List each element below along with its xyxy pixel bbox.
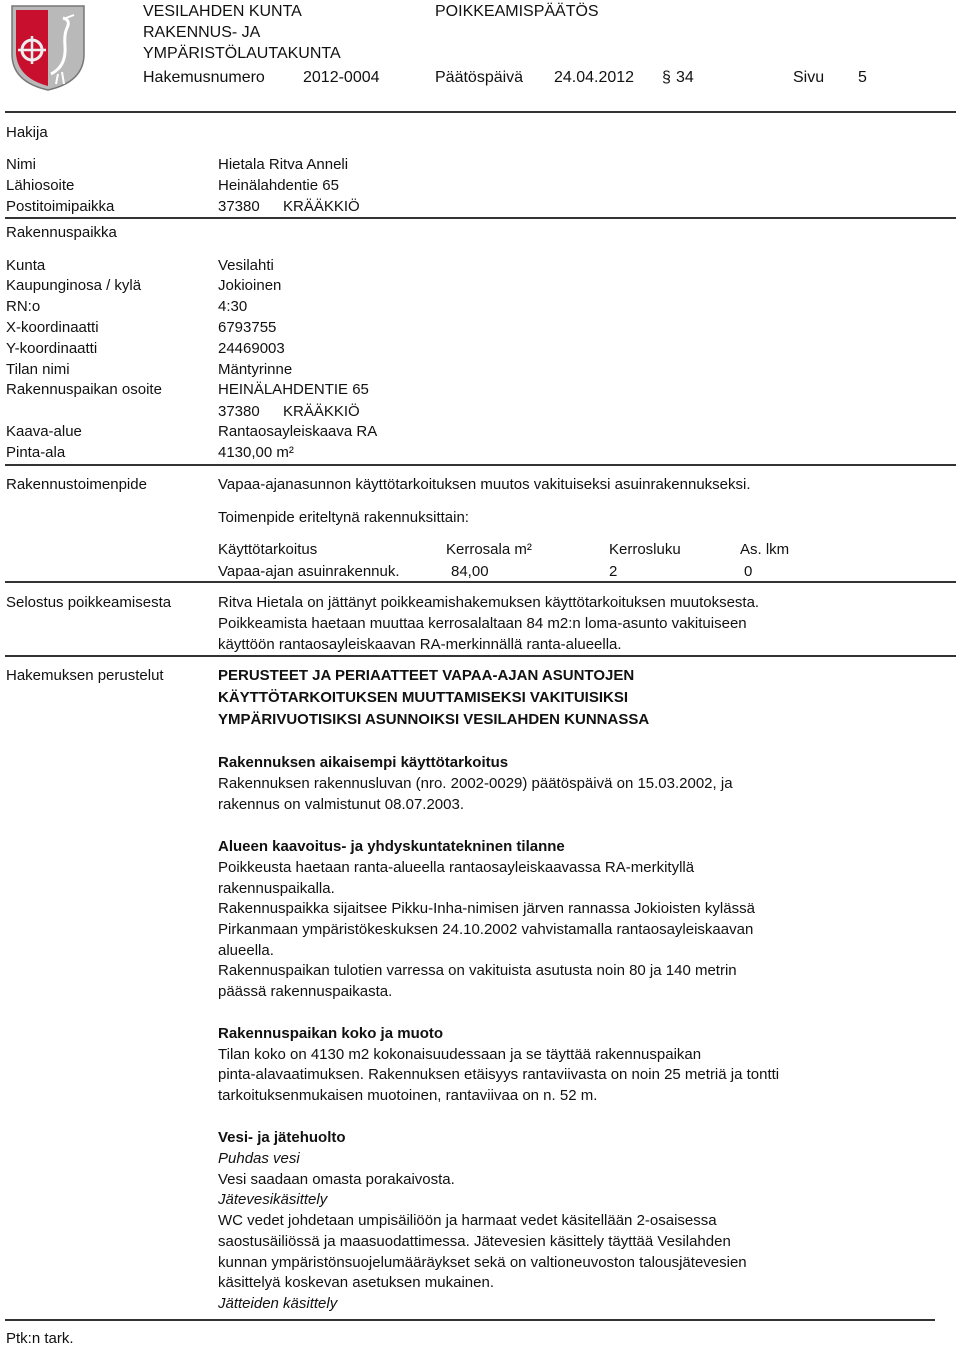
footer-divider <box>5 1319 935 1321</box>
field-value: 6793755 <box>218 319 277 336</box>
paragraph-line: Poikkeusta haetaan ranta-alueella rantaosayleiskaavassa RA-merkityllä <box>218 859 695 876</box>
table-header-apartments: As. lkm <box>740 541 790 558</box>
wastewater-subheading: Jätevesikäsittely <box>218 1191 328 1208</box>
paragraph-line: päässä rakennuspaikasta. <box>218 983 393 1000</box>
paragraph-line: Rakennuspaikan tulotien varressa on vakituista asutusta noin 80 ja 140 metrin <box>218 962 737 979</box>
field-label: Kunta <box>6 257 46 274</box>
city: KRÄÄKKIÖ <box>283 403 360 420</box>
field-label: Pinta-ala <box>6 444 66 461</box>
paragraph-line: rakennus on valmistunut 08.07.2003. <box>218 796 464 813</box>
sivu-value: 5 <box>858 69 867 86</box>
statement-line: Ritva Hietala on jättänyt poikkeamishakemuksen käyttötarkoituksen muutoksesta. <box>218 594 760 611</box>
section-divider <box>5 217 956 219</box>
statement-line: Poikkeamista haetaan muuttaa kerrosalaltaan 84 m2:n loma-asunto vakituiseen <box>218 615 747 632</box>
paragraph-line: alueella. <box>218 942 274 959</box>
field-label: Postitoimipaikka <box>6 198 115 215</box>
paragraph-line: WC vedet johdetaan umpisäiliöön ja harmaat vedet käsitellään 2-osaisessa <box>218 1212 717 1229</box>
paragraph-line: Rakennuspaikka sijaitsee Pikku-Inha-nimisen järven rannassa Jokioisten kylässä <box>218 900 755 917</box>
field-value: Rantaosayleiskaava RA <box>218 423 378 440</box>
minutes-check-label: Ptk:n tark. <box>6 1330 74 1347</box>
field-value: Jokioinen <box>218 277 282 294</box>
hakemusnumero-value: 2012-0004 <box>303 69 380 86</box>
field-value: Hietala Ritva Anneli <box>218 156 349 173</box>
field-value: Mäntyrinne <box>218 361 293 378</box>
paatospaiva-label: Päätöspäivä <box>435 69 524 86</box>
applicant-heading: Hakija <box>6 124 48 141</box>
field-value: HEINÄLAHDENTIE 65 <box>218 381 369 398</box>
zoning-heading: Alueen kaavoitus- ja yhdyskuntatekninen tilanne <box>218 838 565 855</box>
sivu-label: Sivu <box>793 69 825 86</box>
site-heading: Rakennuspaikka <box>6 224 117 241</box>
field-value: Heinälahdentie 65 <box>218 177 339 194</box>
paragraph-line: kunnan ympäristönsuojelumääräykset sekä on valtioneuvoston talousjätevesien <box>218 1254 747 1271</box>
city: KRÄÄKKIÖ <box>283 198 360 215</box>
field-label: Kaava-alue <box>6 423 82 440</box>
paragraph-line: Tilan koko on 4130 m2 kokonaisuudessaan ja se täyttää rakennuspaikan <box>218 1046 702 1063</box>
field-label: X-koordinaatti <box>6 319 99 336</box>
paragraph-line: pinta-alavaatimuksen. Rakennuksen etäisyys rantaviivasta on noin 25 metriä ja tontti <box>218 1066 780 1083</box>
section-divider <box>5 464 956 466</box>
field-label: Nimi <box>6 156 36 173</box>
waste-subheading: Jätteiden käsittely <box>218 1295 338 1312</box>
field-value: 4130,00 m² <box>218 444 294 461</box>
measure-text: Vapaa-ajanasunnon käyttötarkoituksen muutos vakituiseksi asuinrakennukseksi. <box>218 476 751 493</box>
paragraph-line: saostusäiliössä ja maasuodattimessa. Jätevesien käsittely täyttää Vesilahden <box>218 1233 731 1250</box>
table-cell-use: Vapaa-ajan asuinrakennuk. <box>218 563 400 580</box>
org-name-line1: VESILAHDEN KUNTA <box>143 3 302 20</box>
measure-label: Rakennustoimenpide <box>6 476 147 493</box>
water-heading: Vesi- ja jätehuolto <box>218 1129 346 1146</box>
header-divider <box>5 111 956 113</box>
field-label: Lähiosoite <box>6 177 75 194</box>
municipal-coat-of-arms-logo <box>8 2 88 92</box>
grounds-title-line: PERUSTEET JA PERIAATTEET VAPAA-AJAN ASUNTOJEN <box>218 667 635 684</box>
field-label: Tilan nimi <box>6 361 70 378</box>
field-value: 24469003 <box>218 340 285 357</box>
field-label: Rakennuspaikan osoite <box>6 381 162 398</box>
postal-code: 37380 <box>218 403 260 420</box>
section-divider <box>5 581 956 583</box>
postal-code: 37380 <box>218 198 260 215</box>
section-sign: § <box>662 69 671 86</box>
field-label: RN:o <box>6 298 41 315</box>
table-cell-floors: 2 <box>609 563 618 580</box>
org-name-line2: RAKENNUS- JA <box>143 24 261 41</box>
field-value: Vesilahti <box>218 257 274 274</box>
table-header-floors: Kerrosluku <box>609 541 681 558</box>
paragraph-line: rakennuspaikalla. <box>218 880 335 897</box>
clean-water-subheading: Puhdas vesi <box>218 1150 300 1167</box>
size-shape-heading: Rakennuspaikan koko ja muoto <box>218 1025 444 1042</box>
table-header-use: Käyttötarkoitus <box>218 541 318 558</box>
table-cell-floor-area: 84,00 <box>451 563 489 580</box>
table-header-floor-area: Kerrosala m² <box>446 541 532 558</box>
grounds-title-line: KÄYTTÖTARKOITUKSEN MUUTTAMISEKSI VAKITUISIKSI <box>218 689 628 706</box>
paragraph-line: Rakennuksen rakennusluvan (nro. 2002-0029) päätöspäivä on 15.03.2002, ja <box>218 775 733 792</box>
field-label: Kaupunginosa / kylä <box>6 277 142 294</box>
hakemusnumero-label: Hakemusnumero <box>143 69 265 86</box>
field-value: 4:30 <box>218 298 248 315</box>
statement-label: Selostus poikkeamisesta <box>6 594 172 611</box>
paragraph-line: Vesi saadaan omasta porakaivosta. <box>218 1171 455 1188</box>
table-cell-apartments: 0 <box>744 563 753 580</box>
previous-use-heading: Rakennuksen aikaisempi käyttötarkoitus <box>218 754 509 771</box>
grounds-title-line: YMPÄRIVUOTISIKSI ASUNNOIKSI VESILAHDEN KUNNASSA <box>218 711 650 728</box>
grounds-label: Hakemuksen perustelut <box>6 667 164 684</box>
field-label: Y-koordinaatti <box>6 340 98 357</box>
document-type: POIKKEAMISPÄÄTÖS <box>435 3 599 20</box>
section-divider <box>5 655 956 657</box>
paragraph-line: Pirkanmaan ympäristökeskuksen 24.10.2002 vahvistamalla rantaosayleiskaavan <box>218 921 754 938</box>
org-name-line3: YMPÄRISTÖLAUTAKUNTA <box>143 45 341 62</box>
paatospaiva-value: 24.04.2012 <box>554 69 635 86</box>
section-number: 34 <box>676 69 694 86</box>
paragraph-line: käsittelyä koskevan asetuksen mukainen. <box>218 1274 494 1291</box>
paragraph-line: tarkoituksenmukaisen muotoinen, rantaviivaa on n. 52 m. <box>218 1087 598 1104</box>
measure-subheading: Toimenpide eriteltynä rakennuksittain: <box>218 509 469 526</box>
statement-line: käyttöön rantaosayleiskaavan RA-merkinnällä ranta-alueella. <box>218 636 622 653</box>
